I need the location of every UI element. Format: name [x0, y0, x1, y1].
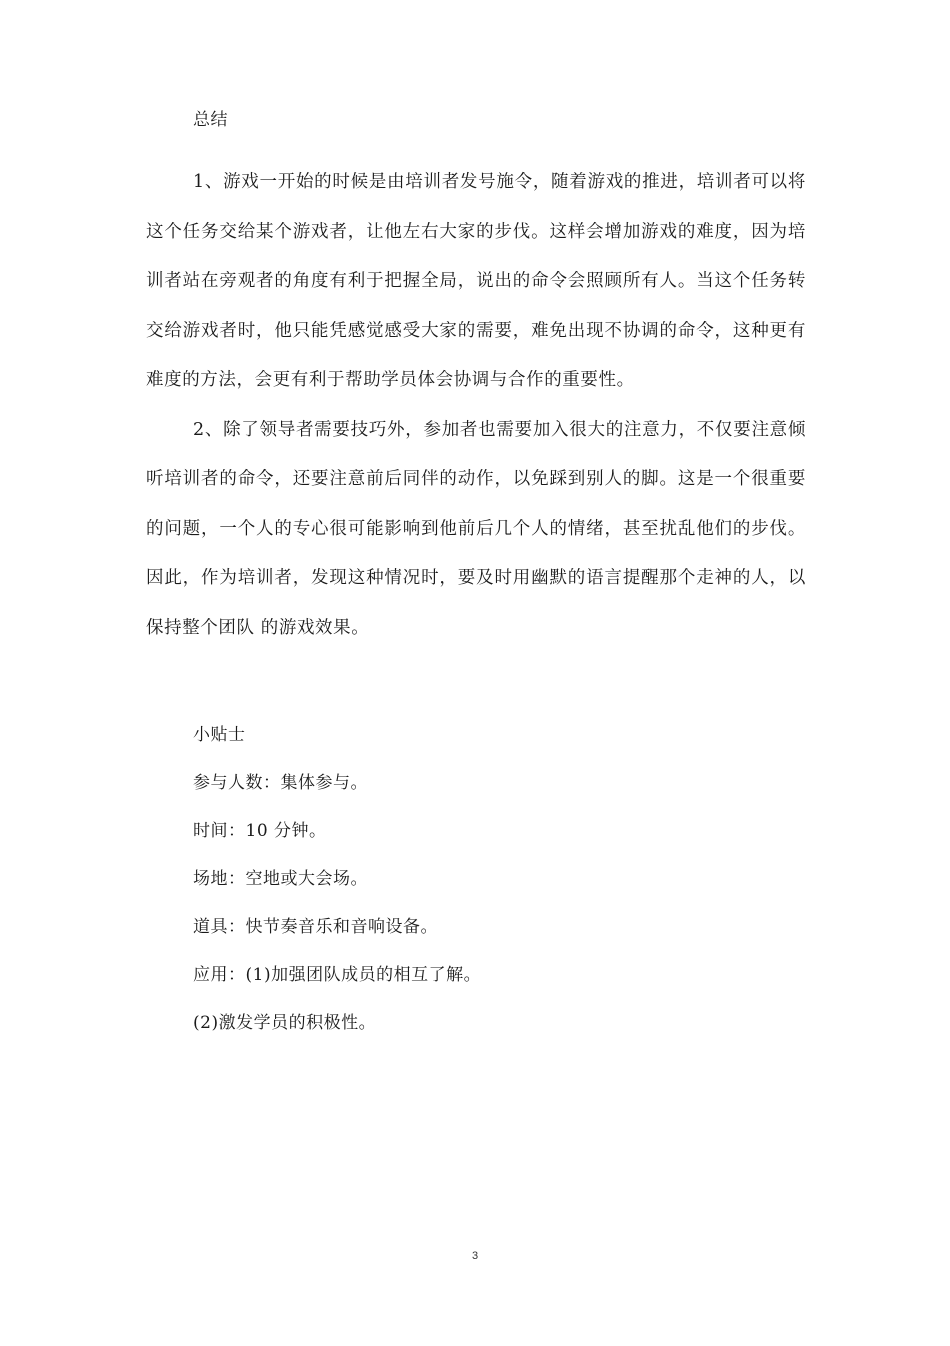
summary-paragraph-2: 2、除了领导者需要技巧外，参加者也需要加入很大的注意力，不仅要注意倾听培训者的命令，还要注意前后同伴的动作，以免踩到别人的脚。这是一个很重要的问题，一个人的专心很可能影响到他前后几个人的情绪，甚至扰乱他们的步伐。因此，作为培训者，发现这种情况时，要及时用幽默的语言提醒那个走神的人，以保持整个团队 的游戏效果。 [146, 419, 806, 638]
tips-heading: 小贴士 [193, 725, 246, 745]
tip-application-1: 应用：(1)加强团队成员的相互了解。 [193, 965, 482, 985]
tips-section [146, 723, 806, 1035]
summary-section [146, 108, 806, 653]
tip-venue: 场地：空地或大会场。 [193, 869, 368, 889]
tip-time: 时间：10 分钟。 [193, 821, 327, 841]
page-content [146, 108, 806, 1059]
summary-heading: 总结 [193, 110, 228, 130]
page-number: 3 [471, 1250, 479, 1262]
tip-props: 道具：快节奏音乐和音响设备。 [193, 917, 438, 937]
tip-participants: 参与人数：集体参与。 [193, 773, 368, 793]
summary-paragraph-1: 1、游戏一开始的时候是由培训者发号施令，随着游戏的推进，培训者可以将这个任务交给某个游戏者，让他左右大家的步伐。这样会增加游戏的难度，因为培训者站在旁观者的角度有利于把握全局，说出的命令会照顾所有人。当这个任务转交给游戏者时，他只能凭感觉感受大家的需要，难免出现不协调的命令，这种更有难度的方法，会更有利于帮助学员体会协调与合作的重要性。 [146, 172, 806, 390]
tip-application-2: (2)激发学员的积极性。 [193, 1013, 377, 1033]
